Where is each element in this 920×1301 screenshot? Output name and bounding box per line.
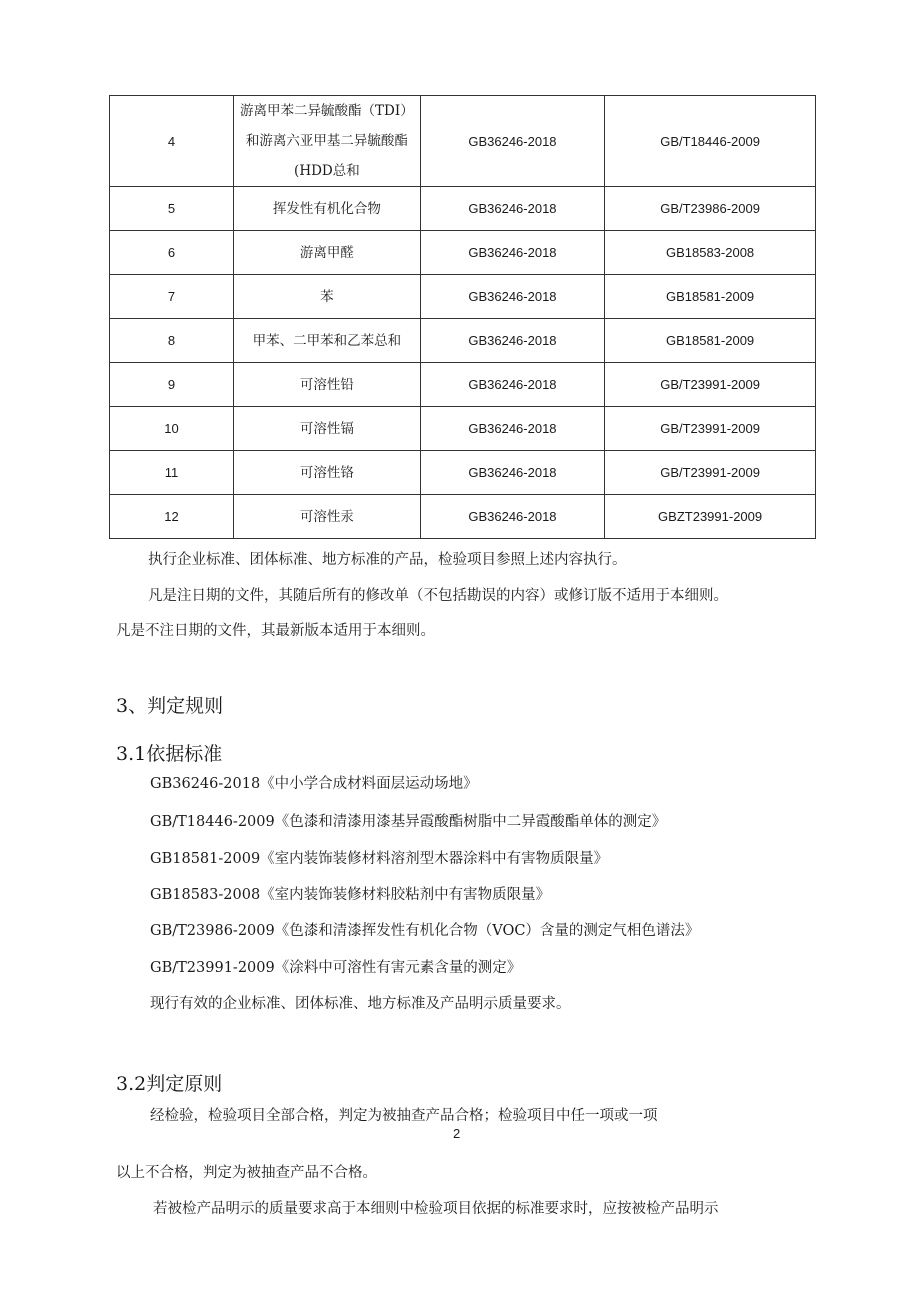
test-item: 可溶性汞 [234, 495, 421, 539]
product-standard: GB36246-2018 [420, 275, 604, 319]
section-heading: 3、判定规则 [116, 695, 224, 717]
product-standard: GB36246-2018 [420, 451, 604, 495]
test-method: GB/T18446-2009 [605, 96, 816, 187]
test-item-line: 和游离六亚甲基二异毓酸酯 [245, 133, 408, 149]
test-method: GB/T23991-2009 [605, 363, 816, 407]
test-item: 甲苯、二甲苯和乙苯总和 [234, 319, 421, 363]
row-number: 7 [110, 275, 234, 319]
test-method: GB/T23991-2009 [605, 451, 816, 495]
subsection-heading: 3.2判定原则 [116, 1073, 223, 1095]
table-row [110, 495, 816, 539]
row-number: 6 [110, 231, 234, 275]
note-paragraph: 执行企业标准、团体标准、地方标准的产品，检验项目参照上述内容执行。 [148, 552, 627, 568]
table-row [110, 187, 816, 231]
table-row [110, 319, 816, 363]
product-standard: GB36246-2018 [420, 319, 604, 363]
product-standard: GB36246-2018 [420, 231, 604, 275]
table-row [110, 96, 816, 187]
table-row [110, 231, 816, 275]
test-item: 可溶性铬 [234, 451, 421, 495]
product-standard: GB36246-2018 [420, 407, 604, 451]
table-row [110, 275, 816, 319]
test-method: GB18581-2009 [605, 319, 816, 363]
test-method: GB18581-2009 [605, 275, 816, 319]
table-row [110, 363, 816, 407]
standard-reference: GB/T23986-2009《色漆和清漆挥发性有机化合物（VOC）含量的测定气相色谱法》 [150, 923, 700, 939]
test-item [234, 96, 421, 187]
row-number: 8 [110, 319, 234, 363]
product-standard: GB36246-2018 [420, 96, 604, 187]
standard-reference: GB18583-2008《室内装饰装修材料胶粘剂中有害物质限量》 [150, 887, 551, 903]
body-paragraph: 以上不合格，判定为被抽查产品不合格。 [116, 1165, 377, 1181]
test-method: GB18583-2008 [605, 231, 816, 275]
test-item: 挥发性有机化合物 [234, 187, 421, 231]
product-standard: GB36246-2018 [420, 187, 604, 231]
row-number: 5 [110, 187, 234, 231]
note-paragraph: 凡是注日期的文件，其随后所有的修改单（不包括勘误的内容）或修订版不适用于本细则。 [148, 588, 728, 604]
test-method: GBZT23991-2009 [605, 495, 816, 539]
body-paragraph: 经检验，检验项目全部合格，判定为被抽查产品合格；检验项目中任一项或一项 [150, 1108, 658, 1124]
standard-reference: GB/T23991-2009《涂料中可溶性有害元素含量的测定》 [150, 960, 522, 976]
row-number: 9 [110, 363, 234, 407]
standard-reference: 现行有效的企业标准、团体标准、地方标准及产品明示质量要求。 [150, 996, 571, 1012]
standard-reference: GB18581-2009《室内装饰装修材料溶剂型木器涂料中有害物质限量》 [150, 851, 609, 867]
table-row [110, 451, 816, 495]
standards-table [109, 95, 816, 539]
subsection-heading: 3.1依据标准 [116, 743, 223, 765]
test-item-line: (HDD总和 [294, 163, 360, 179]
table-row [110, 407, 816, 451]
product-standard: GB36246-2018 [420, 495, 604, 539]
test-method: GB/T23986-2009 [605, 187, 816, 231]
product-standard: GB36246-2018 [420, 363, 604, 407]
test-item: 可溶性铅 [234, 363, 421, 407]
body-paragraph: 若被检产品明示的质量要求高于本细则中检验项目依据的标准要求时，应按被检产品明示 [153, 1201, 719, 1217]
note-paragraph: 凡是不注日期的文件，其最新版本适用于本细则。 [116, 623, 435, 639]
row-number: 4 [110, 96, 234, 187]
standard-reference: GB36246-2018《中小学合成材料面层运动场地》 [150, 776, 478, 792]
test-item: 可溶性镉 [234, 407, 421, 451]
row-number: 12 [110, 495, 234, 539]
test-item-line: 游离甲苯二异毓酸酯（TDI） [240, 103, 414, 119]
test-method: GB/T23991-2009 [605, 407, 816, 451]
standard-reference: GB/T18446-2009《色漆和清漆用漆基异霞酸酯树脂中二异霞酸酯单体的测定》 [150, 814, 667, 830]
page-number: 2 [453, 1126, 461, 1141]
row-number: 11 [110, 451, 234, 495]
test-item: 苯 [234, 275, 421, 319]
row-number: 10 [110, 407, 234, 451]
test-item: 游离甲醛 [234, 231, 421, 275]
